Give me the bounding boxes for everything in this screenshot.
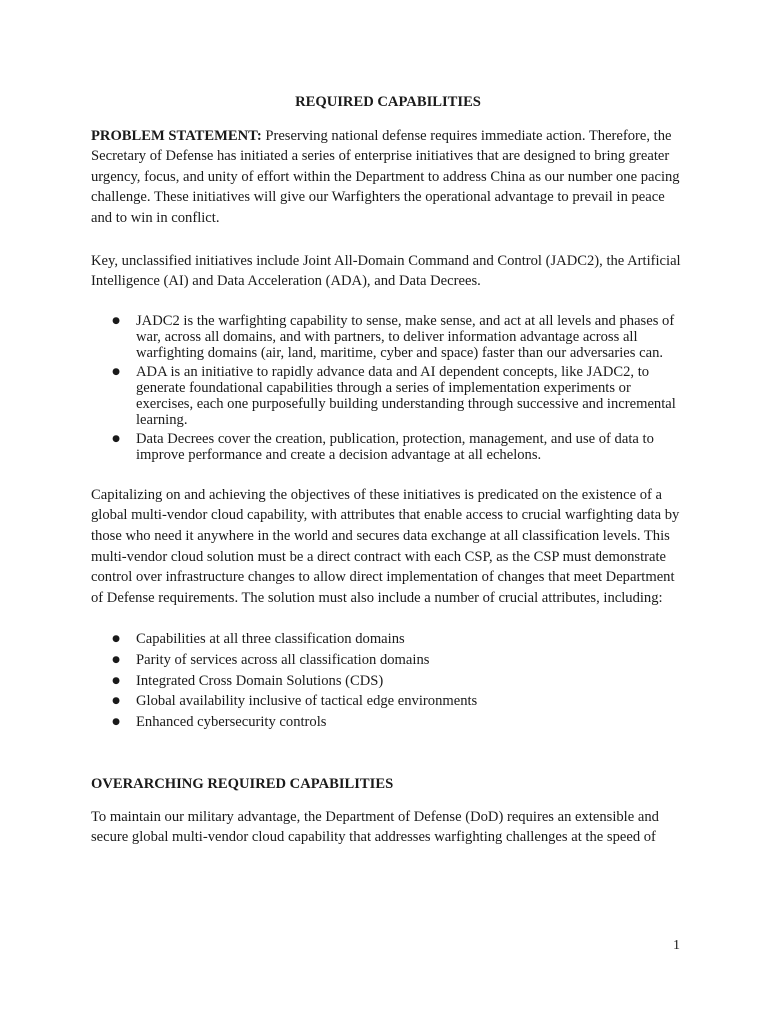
bullet-icon: ● — [112, 433, 120, 444]
attribute-text: Enhanced cybersecurity controls — [136, 713, 327, 730]
bullet-icon: ● — [112, 315, 120, 326]
page-title: REQUIRED CAPABILITIES — [295, 94, 481, 110]
overarching-paragraph: To maintain our military advantage, the Department of Defense (DoD) requires an extensible and secure global multi-vendor cloud capability that addresses warfighting challenges at the speed of — [91, 808, 659, 846]
problem-statement-text: Preserving national defense requires immediate action. Therefore, the Secretary of Defense has initiated a series of enterprise initiatives that are designed to bring greater urgency, focus, and unity of effort within the Department to address China as our number one pacing challenge. These initiatives will give our Warfighters the operational advantage to prevail in peace and to win in conflict. — [91, 127, 680, 226]
bullet-icon: ● — [112, 696, 120, 707]
list-item — [91, 629, 685, 650]
list-item — [91, 313, 685, 361]
initiatives-list — [91, 313, 685, 463]
bullet-icon: ● — [112, 654, 120, 665]
list-item — [91, 364, 685, 428]
bullet-icon: ● — [112, 634, 120, 645]
document-body — [91, 92, 685, 848]
list-item — [91, 671, 685, 692]
list-item — [91, 650, 685, 671]
problem-statement-label: PROBLEM STATEMENT: — [91, 127, 262, 144]
bullet-icon: ● — [112, 716, 120, 727]
attribute-text: Parity of services across all classification domains — [136, 651, 430, 668]
initiative-ada-text: ADA is an initiative to rapidly advance data and AI dependent concepts, like JADC2, to generate foundational capabilities through a series of implementation experiments or exercises, each one purposefully building understanding through successive and incremental learning. — [136, 363, 676, 428]
key-initiatives-paragraph: Key, unclassified initiatives include Joint All-Domain Command and Control (JADC2), the Artificial Intelligence (AI) and Data Acceleration (ADA), and Data Decrees. — [91, 252, 681, 290]
problem-statement-paragraph — [91, 126, 685, 229]
attribute-text: Global availability inclusive of tactical edge environments — [136, 693, 478, 710]
list-item — [91, 691, 685, 712]
bullet-icon: ● — [112, 366, 120, 377]
initiative-data-decrees-text: Data Decrees cover the creation, publication, protection, management, and use of data to improve performance and create a decision advantage at all echelons. — [136, 430, 654, 463]
list-item — [91, 431, 685, 463]
initiative-jadc2-text: JADC2 is the warfighting capability to sense, make sense, and act at all levels and phases of war, across all domains, and with partners, to deliver information advantage across all warfighting domains (air, land, maritime, cyber and space) faster than our adversaries can. — [136, 312, 675, 361]
attributes-list — [91, 629, 685, 732]
attribute-text: Capabilities at all three classification domains — [136, 631, 405, 648]
bullet-icon: ● — [112, 675, 120, 686]
list-item — [91, 712, 685, 733]
capitalizing-paragraph: Capitalizing on and achieving the objectives of these initiatives is predicated on the existence of a global multi-vendor cloud capability, with attributes that enable access to crucial warfighting data by those who need it anywhere in the world and secures data exchange at all classification levels. This multi-vendor cloud solution must be a direct contract with each CSP, as the CSP must demonstrate control over infrastructure changes to allow direct implementation of changes that meet Department of Defense requirements. The solution must also include a number of crucial attributes, including: — [91, 486, 680, 606]
overarching-heading: OVERARCHING REQUIRED CAPABILITIES — [91, 776, 394, 793]
attribute-text: Integrated Cross Domain Solutions (CDS) — [136, 672, 384, 689]
page-number: 1 — [673, 938, 680, 953]
